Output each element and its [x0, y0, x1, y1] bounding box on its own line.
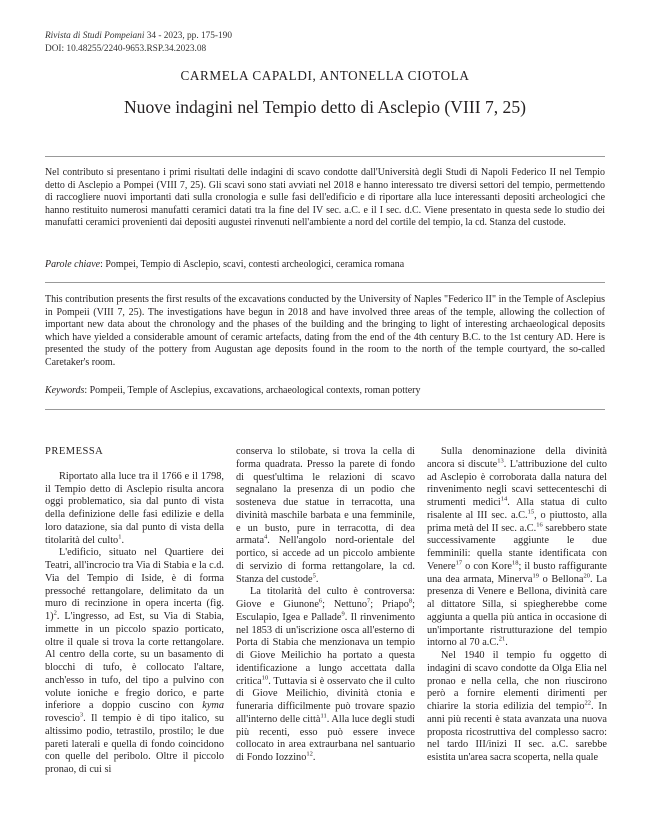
- footnote-ref[interactable]: 13: [497, 457, 504, 465]
- keywords-english: [45, 385, 605, 398]
- divider-middle: [45, 282, 605, 283]
- paragraph: Sulla denominazione della divinità ancora si discute$^{13}$. L'attribuzione del culto ad Asclepio è corroborata dalla natura del rinvenimento negli scavi settecenteschi di strumenti medici$^{14}$. Alla statua di culto risalente al III sec. a.C.$^{15}$, o piuttosto, alla prima metà del II sec. a.C.$^{16}$ sarebbero state successivamente aggiunte le due femminili: quella stante identificata con Venere$^{17}$ o con Kore$^{18}$; il busto raffigurante una dea armata, Minerva$^{19}$ o Bellona$^{20}$. La presenza di Venere e Bellona, divinità care al dittatore Silla, si spiegherebbe come aggiunta a quella più antica in occasione di un'importante ristrutturazione del tempio intorno al 70 a.C.$^{21}$.: [427, 446, 608, 649]
- authors: CARMELA CAPALDI, ANTONELLA CIOTOLA: [180, 68, 470, 83]
- divider-bottom: [45, 409, 605, 410]
- footnote-ref[interactable]: 12: [306, 750, 313, 758]
- abstract-italian-text: Nel contributo si presentano i primi risultati delle indagini di scavo condotte dall'Università degli Studi di Napoli Federico II nel Tempio detto di Asclepio a Pompei (VIII 7, 25). Gli scavi sono stati avviati nel 2018 e hanno interessato tre diversi settori del tempio, permettendo di raccogliere nuovi importanti dati sulla cronologia e sulle fasi dell'edificio e di riportare alla luce interessanti depositi archeologici che hanno restituito numerosi manufatti ceramici datati tra la fine del IV sec. a.C. e il I sec. d.C. Viene presentato in questa sede lo studio dei manufatti ceramici provenienti dai depositi augustei rinvenuti nell'ambiente a nord del cortile del tempio, la cd. Stanza del custode.: [45, 167, 605, 229]
- journal-header: [45, 30, 232, 55]
- footnote-ref[interactable]: 15: [527, 508, 535, 516]
- footnote-ref[interactable]: 22: [584, 699, 591, 707]
- paragraph: conserva lo stilobate, si trova la cella di forma quadrata. Presso la parete di fondo di quest'ultima le relazioni di scavo segnalano la presenza di un podio che sosteneva due statue in terracotta, una divinità maschile barbata e una femminile, e un busto, pure in terracotta, di dea armata$^4$. Nell'angolo nord-orientale del portico, si accede ad un piccolo ambiente di servizio di forma rettangolare, la cd. Stanza del custode$^5$.: [236, 446, 415, 585]
- keywords-italian-label: Parole chiave: [45, 259, 101, 270]
- footnote-ref[interactable]: 8: [408, 597, 413, 605]
- footnote-ref[interactable]: 17: [455, 559, 463, 567]
- journal-name: Rivista di Studi Pompeiani: [45, 31, 145, 41]
- paragraph: Riportato alla luce tra il 1766 e il 1798, il Tempio detto di Asclepio risulta ancora oggi problematico, sia dal punto di vista della definizione delle fasi edilizie e della loro datazione, sia dal punto di vista della titolarità del culto$^1$.: [45, 470, 224, 546]
- footnote-ref[interactable]: 20: [583, 572, 590, 580]
- section-heading: PREMESSA: [45, 446, 104, 457]
- abstract-english: [45, 294, 605, 370]
- footnote-ref[interactable]: 21: [498, 635, 506, 643]
- body-column-3: [427, 446, 607, 765]
- keywords-italian-text: : Pompei, Tempio di Asclepio, scavi, contesti archeologici, ceramica romana: [100, 259, 405, 270]
- footnote-ref[interactable]: 14: [500, 495, 508, 503]
- footnote-ref[interactable]: 4: [264, 533, 268, 541]
- paragraph: Nel 1940 il tempio fu oggetto di indagini di scavo condotte da Olga Elia nel pronao e nella cella, che non riuscirono però a fornire elementi dirimenti per chiarire la storia edilizia del tempio$^{22}$. In anni più recenti è stata avanzata una nuova proposta ricostruttiva del complesso sacro: nel tardo III/inizi II sec. a.C. sarebbe esistita un'area sacra scoperta, nella quale: [427, 650, 607, 763]
- divider-top: [45, 156, 605, 157]
- footnote-ref[interactable]: 9: [341, 610, 345, 618]
- abstract-english-text: This contribution presents the first results of the excavations conducted by the University of Naples "Federico II" in the Temple of Asclepius in Pompeii (VIII 7, 25). The investigations have begun in 2018 and have involved three areas of the temple, allowing the collection of important new data about the chronology and the phases of the building and the bringing to light of interesting archaeological deposits which have yielded a considerable amount of ceramic artefacts, dating from the end of the 4th century B.C. to the 1st century AD. Here is presented the study of the pottery from Augustan age deposits found in the room to the north of the temple courtyard, the so-called Caretaker's room.: [45, 294, 605, 368]
- doi: DOI: 10.48255/2240-9653.RSP.34.2023.08: [45, 43, 207, 54]
- footnote-ref[interactable]: 1: [118, 533, 122, 541]
- abstract-italian: [45, 167, 605, 230]
- body-column-1: [45, 446, 224, 777]
- article-title: Nuove indagini nel Tempio detto di Asclepio (VIII 7, 25): [123, 97, 527, 117]
- paragraph: L'edificio, situato nel Quartiere dei Teatri, all'incrocio tra Via di Stabia e la c.d. Via del Tempio di Iside, è di forma pressoché rettangolare, delimitato da un muro di recinzione in opera incerta (fig. 1)$^2$. L'ingresso, ad Est, su Via di Stabia, immette in un piccolo spazio porticato, oltre il quale si trova la corte rettangolare. Al centro della corte, su un basamento di blocchi di tufo, è collocato l'altare, anch'esso in tufo, del tipo a pulvino con volute ioniche e fregio dorico, e parte inferiore a doppio cuscino con kyma rovescio$^3$. Il tempio è di tipo italico, su altissimo podio, tetrastilo, prostilo; le due pareti laterali e quella di fondo coincidono con quelle del peribolo. Oltre il piccolo pronao, di cui si: [45, 547, 224, 775]
- keywords-italian: [45, 259, 605, 272]
- footnote-ref[interactable]: 5: [312, 572, 316, 580]
- footnote-ref[interactable]: 3: [79, 711, 84, 719]
- footnote-ref[interactable]: 6: [318, 597, 323, 605]
- footnote-ref[interactable]: 11: [320, 712, 327, 720]
- footnote-ref[interactable]: 16: [536, 521, 543, 529]
- footnote-ref[interactable]: 18: [511, 559, 519, 567]
- keywords-english-label: Keywords: [45, 385, 85, 396]
- keywords-english-text: : Pompeii, Temple of Asclepius, excavations, archaeological contexts, roman pottery: [84, 385, 421, 396]
- footnote-ref[interactable]: 10: [261, 674, 269, 682]
- body-column-2: [236, 446, 415, 765]
- journal-volume-pages: 34 - 2023, pp. 175-190: [144, 31, 232, 41]
- footnote-ref[interactable]: 7: [367, 597, 371, 605]
- paragraph: La titolarità del culto è controversa: Giove e Giunone$^6$; Nettuno$^7$; Priapo$^8$; Esculapio, Igea e Pallade$^9$. Il rinvenimento nel 1853 di un'iscrizione osca all'esterno di Porta di Stabia che menzionava un tempio di Giove Meilichio ha portato a questa identificazione a lungo accettata dalla critica$^{10}$. Tuttavia si è osservato che il culto di Giove Meilichio, divinità ctonia e funeraria difficilmente può trovare spazio all'interno delle città$^{11}$. Alla luce degli studi più recenti, esso può essere invece collocato in area extraurbana nel santuario di Fondo Iozzino$^{12}$.: [236, 586, 416, 763]
- footnote-ref[interactable]: 19: [532, 572, 539, 580]
- footnote-ref[interactable]: 2: [53, 609, 57, 617]
